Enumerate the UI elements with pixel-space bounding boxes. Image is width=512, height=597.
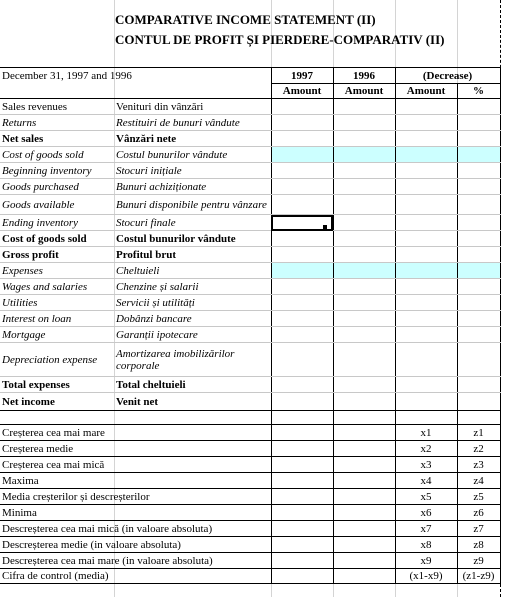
value-cell[interactable] bbox=[457, 195, 500, 215]
value-cell[interactable] bbox=[457, 163, 500, 179]
row-label-en[interactable]: Depreciation expense bbox=[0, 343, 114, 377]
value-cell[interactable] bbox=[271, 147, 333, 163]
stat-empty-cell[interactable] bbox=[333, 537, 395, 553]
value-cell[interactable] bbox=[457, 327, 500, 343]
stat-empty-cell[interactable] bbox=[333, 489, 395, 505]
row-label-ro[interactable]: Bunuri disponibile pentru vânzare bbox=[114, 195, 271, 215]
statement-row bbox=[0, 131, 500, 147]
value-cell[interactable] bbox=[457, 263, 500, 279]
stat-row bbox=[0, 473, 500, 489]
statement-row bbox=[0, 295, 500, 311]
value-cell[interactable] bbox=[333, 163, 395, 179]
stat-row bbox=[0, 425, 500, 441]
row-label-ro[interactable]: Venituri din vânzări bbox=[114, 99, 271, 115]
stat-row bbox=[0, 521, 500, 537]
value-cell[interactable] bbox=[333, 99, 395, 115]
stat-label[interactable]: Maxima bbox=[0, 473, 271, 489]
value-cell[interactable] bbox=[457, 295, 500, 311]
value-cell[interactable] bbox=[457, 131, 500, 147]
statement-row bbox=[0, 377, 500, 393]
row-label-en[interactable]: Interest on loan bbox=[0, 311, 114, 327]
stat-empty-cell[interactable] bbox=[271, 425, 333, 441]
stat-empty-cell[interactable] bbox=[333, 521, 395, 537]
header-amount-1996[interactable]: Amount bbox=[333, 84, 395, 99]
selected-cell[interactable] bbox=[271, 215, 333, 231]
value-cell[interactable] bbox=[271, 279, 333, 295]
value-cell[interactable] bbox=[395, 231, 457, 247]
stat-x[interactable]: x2 bbox=[395, 441, 457, 457]
blank-cell[interactable] bbox=[333, 411, 395, 425]
value-cell[interactable] bbox=[271, 231, 333, 247]
row-label-en[interactable]: Cost of goods sold bbox=[0, 147, 114, 163]
value-cell[interactable] bbox=[457, 215, 500, 231]
row-label-ro[interactable]: Garanții ipotecare bbox=[114, 327, 271, 343]
row-label-ro[interactable]: Vânzări nete bbox=[114, 131, 271, 147]
stat-z[interactable]: z1 bbox=[457, 425, 500, 441]
row-label-ro[interactable]: Costul bunurilor vândute bbox=[114, 147, 271, 163]
value-cell[interactable] bbox=[333, 195, 395, 215]
value-cell[interactable] bbox=[271, 247, 333, 263]
statement-row bbox=[0, 215, 500, 231]
title-line-1[interactable]: COMPARATIVE INCOME STATEMENT (II) bbox=[115, 12, 376, 27]
statement-row bbox=[0, 179, 500, 195]
stat-row bbox=[0, 553, 500, 569]
statement-row bbox=[0, 231, 500, 247]
stat-empty-cell[interactable] bbox=[333, 473, 395, 489]
value-cell[interactable] bbox=[271, 115, 333, 131]
row-label-en[interactable]: Gross profit bbox=[0, 247, 114, 263]
stat-row bbox=[0, 441, 500, 457]
header-1997[interactable]: 1997 bbox=[271, 68, 333, 84]
value-cell[interactable] bbox=[271, 179, 333, 195]
value-cell[interactable] bbox=[395, 179, 457, 195]
title-line-2[interactable]: CONTUL DE PROFIT ȘI PIERDERE-COMPARATIV (II) bbox=[115, 32, 445, 47]
blank-cell[interactable] bbox=[457, 411, 500, 425]
stat-z[interactable]: z6 bbox=[457, 505, 500, 521]
row-label-en[interactable]: Goods available bbox=[0, 195, 114, 215]
value-cell[interactable] bbox=[395, 295, 457, 311]
value-cell[interactable] bbox=[271, 163, 333, 179]
stat-label[interactable]: Creșterea cea mai mică bbox=[0, 457, 271, 473]
stat-label[interactable]: Minima bbox=[0, 505, 271, 521]
header-percent[interactable]: % bbox=[457, 84, 500, 99]
stat-empty-cell[interactable] bbox=[271, 441, 333, 457]
row-label-en[interactable]: Net sales bbox=[0, 131, 114, 147]
value-cell[interactable] bbox=[333, 131, 395, 147]
row-label-en[interactable]: Expenses bbox=[0, 263, 114, 279]
value-cell[interactable] bbox=[395, 377, 457, 393]
value-cell[interactable] bbox=[457, 231, 500, 247]
header-1996[interactable]: 1996 bbox=[333, 68, 395, 84]
stat-row bbox=[0, 457, 500, 473]
header-decrease[interactable]: (Decrease) bbox=[395, 68, 500, 84]
stat-empty-cell[interactable] bbox=[271, 537, 333, 553]
value-cell[interactable] bbox=[395, 247, 457, 263]
stat-row bbox=[0, 569, 500, 584]
stat-label[interactable]: Descreșterea cea mai mare (in valoare absoluta) bbox=[0, 553, 271, 569]
row-label-ro[interactable]: Venit net bbox=[114, 393, 271, 411]
value-cell[interactable] bbox=[395, 327, 457, 343]
value-cell[interactable] bbox=[457, 393, 500, 411]
value-cell[interactable] bbox=[271, 131, 333, 147]
stat-empty-cell[interactable] bbox=[333, 457, 395, 473]
row-label-ro[interactable]: Total cheltuieli bbox=[114, 377, 271, 393]
value-cell[interactable] bbox=[333, 393, 395, 411]
stat-empty-cell[interactable] bbox=[271, 553, 333, 569]
stat-label[interactable]: Cifra de control (media) bbox=[0, 569, 271, 584]
row-label-en[interactable]: Cost of goods sold bbox=[0, 231, 114, 247]
value-cell[interactable] bbox=[457, 99, 500, 115]
statement-row bbox=[0, 163, 500, 179]
header-spacer[interactable] bbox=[0, 84, 271, 99]
header-amount-decrease[interactable]: Amount bbox=[395, 84, 457, 99]
row-label-ro[interactable]: Restituiri de bunuri vândute bbox=[114, 115, 271, 131]
stat-z[interactable]: z7 bbox=[457, 521, 500, 537]
stat-x[interactable]: x4 bbox=[395, 473, 457, 489]
stat-empty-cell[interactable] bbox=[271, 473, 333, 489]
row-label-en[interactable]: Returns bbox=[0, 115, 114, 131]
stat-z[interactable]: z9 bbox=[457, 553, 500, 569]
row-label-ro[interactable]: Cheltuieli bbox=[114, 263, 271, 279]
stat-empty-cell[interactable] bbox=[333, 505, 395, 521]
value-cell[interactable] bbox=[457, 247, 500, 263]
row-label-en[interactable]: Goods purchased bbox=[0, 179, 114, 195]
value-cell[interactable] bbox=[271, 343, 333, 377]
stat-x[interactable]: x8 bbox=[395, 537, 457, 553]
blank-cell[interactable] bbox=[0, 411, 114, 425]
blank-cell[interactable] bbox=[395, 411, 457, 425]
header-amount-1997[interactable]: Amount bbox=[271, 84, 333, 99]
value-cell[interactable] bbox=[333, 279, 395, 295]
stat-empty-cell[interactable] bbox=[333, 441, 395, 457]
value-cell[interactable] bbox=[457, 343, 500, 377]
statement-row bbox=[0, 263, 500, 279]
row-label-ro[interactable]: Chenzine și salarii bbox=[114, 279, 271, 295]
row-label-en[interactable]: Utilities bbox=[0, 295, 114, 311]
row-label-en[interactable]: Total expenses bbox=[0, 377, 114, 393]
value-cell[interactable] bbox=[333, 215, 395, 231]
blank-row bbox=[0, 411, 500, 425]
stat-z[interactable]: z4 bbox=[457, 473, 500, 489]
stat-label[interactable]: Media creșterilor și descreșterilor bbox=[0, 489, 271, 505]
row-label-en[interactable]: Net income bbox=[0, 393, 114, 411]
income-statement-sheet bbox=[0, 67, 501, 584]
stat-empty-cell[interactable] bbox=[271, 505, 333, 521]
stat-z[interactable]: z8 bbox=[457, 537, 500, 553]
stat-row bbox=[0, 505, 500, 521]
value-cell[interactable] bbox=[333, 247, 395, 263]
stat-x[interactable]: x1 bbox=[395, 425, 457, 441]
value-cell[interactable] bbox=[395, 115, 457, 131]
value-cell[interactable] bbox=[271, 327, 333, 343]
row-label-ro[interactable]: Profitul brut bbox=[114, 247, 271, 263]
row-label-en[interactable]: Wages and salaries bbox=[0, 279, 114, 295]
value-cell[interactable] bbox=[333, 311, 395, 327]
value-cell[interactable] bbox=[271, 195, 333, 215]
stat-row bbox=[0, 537, 500, 553]
stat-empty-cell[interactable] bbox=[333, 553, 395, 569]
statement-row bbox=[0, 311, 500, 327]
stat-x[interactable]: (x1-x9) bbox=[395, 569, 457, 584]
value-cell[interactable] bbox=[395, 311, 457, 327]
blank-cell[interactable] bbox=[271, 411, 333, 425]
value-cell[interactable] bbox=[271, 311, 333, 327]
row-label-en[interactable]: Ending inventory bbox=[0, 215, 114, 231]
value-cell[interactable] bbox=[395, 147, 457, 163]
value-cell[interactable] bbox=[395, 99, 457, 115]
row-label-en[interactable]: Sales revenues bbox=[0, 99, 114, 115]
row-label-ro[interactable]: Dobânzi bancare bbox=[114, 311, 271, 327]
value-cell[interactable] bbox=[333, 263, 395, 279]
stat-x[interactable]: x7 bbox=[395, 521, 457, 537]
value-cell[interactable] bbox=[333, 343, 395, 377]
date-cell[interactable]: December 31, 1997 and 1996 bbox=[0, 68, 271, 84]
row-label-en[interactable]: Mortgage bbox=[0, 327, 114, 343]
stat-x[interactable]: x5 bbox=[395, 489, 457, 505]
value-cell[interactable] bbox=[395, 343, 457, 377]
row-label-en[interactable]: Beginning inventory bbox=[0, 163, 114, 179]
stat-row bbox=[0, 489, 500, 505]
title-block bbox=[115, 10, 445, 50]
value-cell[interactable] bbox=[333, 377, 395, 393]
statement-row bbox=[0, 195, 500, 215]
statement-row bbox=[0, 327, 500, 343]
blank-cell[interactable] bbox=[114, 411, 271, 425]
stat-x[interactable]: x9 bbox=[395, 553, 457, 569]
fill-handle[interactable] bbox=[323, 225, 327, 229]
stat-x[interactable]: x6 bbox=[395, 505, 457, 521]
value-cell[interactable] bbox=[457, 377, 500, 393]
statement-row bbox=[0, 343, 500, 377]
row-label-ro[interactable]: Costul bunurilor vândute bbox=[114, 231, 271, 247]
stat-empty-cell[interactable] bbox=[271, 457, 333, 473]
stat-label[interactable]: Creșterea cea mai mare bbox=[0, 425, 271, 441]
value-cell[interactable] bbox=[457, 279, 500, 295]
value-cell[interactable] bbox=[457, 115, 500, 131]
row-label-ro[interactable]: Stocuri finale bbox=[114, 215, 271, 231]
statement-row bbox=[0, 99, 500, 115]
value-cell[interactable] bbox=[395, 393, 457, 411]
value-cell[interactable] bbox=[457, 179, 500, 195]
value-cell[interactable] bbox=[271, 263, 333, 279]
row-label-ro[interactable]: Servicii și utilități bbox=[114, 295, 271, 311]
stat-z[interactable]: z2 bbox=[457, 441, 500, 457]
statement-row bbox=[0, 115, 500, 131]
value-cell[interactable] bbox=[333, 179, 395, 195]
row-label-ro[interactable]: Amortizarea imobilizărilor corporale bbox=[114, 343, 271, 377]
value-cell[interactable] bbox=[333, 231, 395, 247]
value-cell[interactable] bbox=[395, 195, 457, 215]
value-cell[interactable] bbox=[395, 163, 457, 179]
stat-empty-cell[interactable] bbox=[271, 521, 333, 537]
row-label-ro[interactable]: Bunuri achiziționate bbox=[114, 179, 271, 195]
stat-empty-cell[interactable] bbox=[333, 569, 395, 584]
value-cell[interactable] bbox=[395, 215, 457, 231]
stat-label[interactable]: Descreșterea cea mai mică (in valoare absoluta) bbox=[0, 521, 271, 537]
stat-empty-cell[interactable] bbox=[271, 489, 333, 505]
statement-row bbox=[0, 393, 500, 411]
stat-label[interactable]: Descreșterea medie (in valoare absoluta) bbox=[0, 537, 271, 553]
value-cell[interactable] bbox=[333, 147, 395, 163]
statement-row bbox=[0, 247, 500, 263]
stat-empty-cell[interactable] bbox=[333, 425, 395, 441]
value-cell[interactable] bbox=[271, 393, 333, 411]
statement-row bbox=[0, 279, 500, 295]
stat-x[interactable]: x3 bbox=[395, 457, 457, 473]
stat-label[interactable]: Creșterea medie bbox=[0, 441, 271, 457]
value-cell[interactable] bbox=[271, 295, 333, 311]
value-cell[interactable] bbox=[333, 295, 395, 311]
value-cell[interactable] bbox=[457, 311, 500, 327]
row-label-ro[interactable]: Stocuri inițiale bbox=[114, 163, 271, 179]
value-cell[interactable] bbox=[333, 327, 395, 343]
value-cell[interactable] bbox=[395, 279, 457, 295]
stat-z[interactable]: (z1-z9) bbox=[457, 569, 500, 584]
value-cell[interactable] bbox=[457, 147, 500, 163]
value-cell[interactable] bbox=[271, 99, 333, 115]
stat-empty-cell[interactable] bbox=[271, 569, 333, 584]
stat-z[interactable]: z5 bbox=[457, 489, 500, 505]
value-cell[interactable] bbox=[395, 131, 457, 147]
value-cell[interactable] bbox=[271, 377, 333, 393]
value-cell[interactable] bbox=[395, 263, 457, 279]
value-cell[interactable] bbox=[333, 115, 395, 131]
statement-row bbox=[0, 147, 500, 163]
stat-z[interactable]: z3 bbox=[457, 457, 500, 473]
